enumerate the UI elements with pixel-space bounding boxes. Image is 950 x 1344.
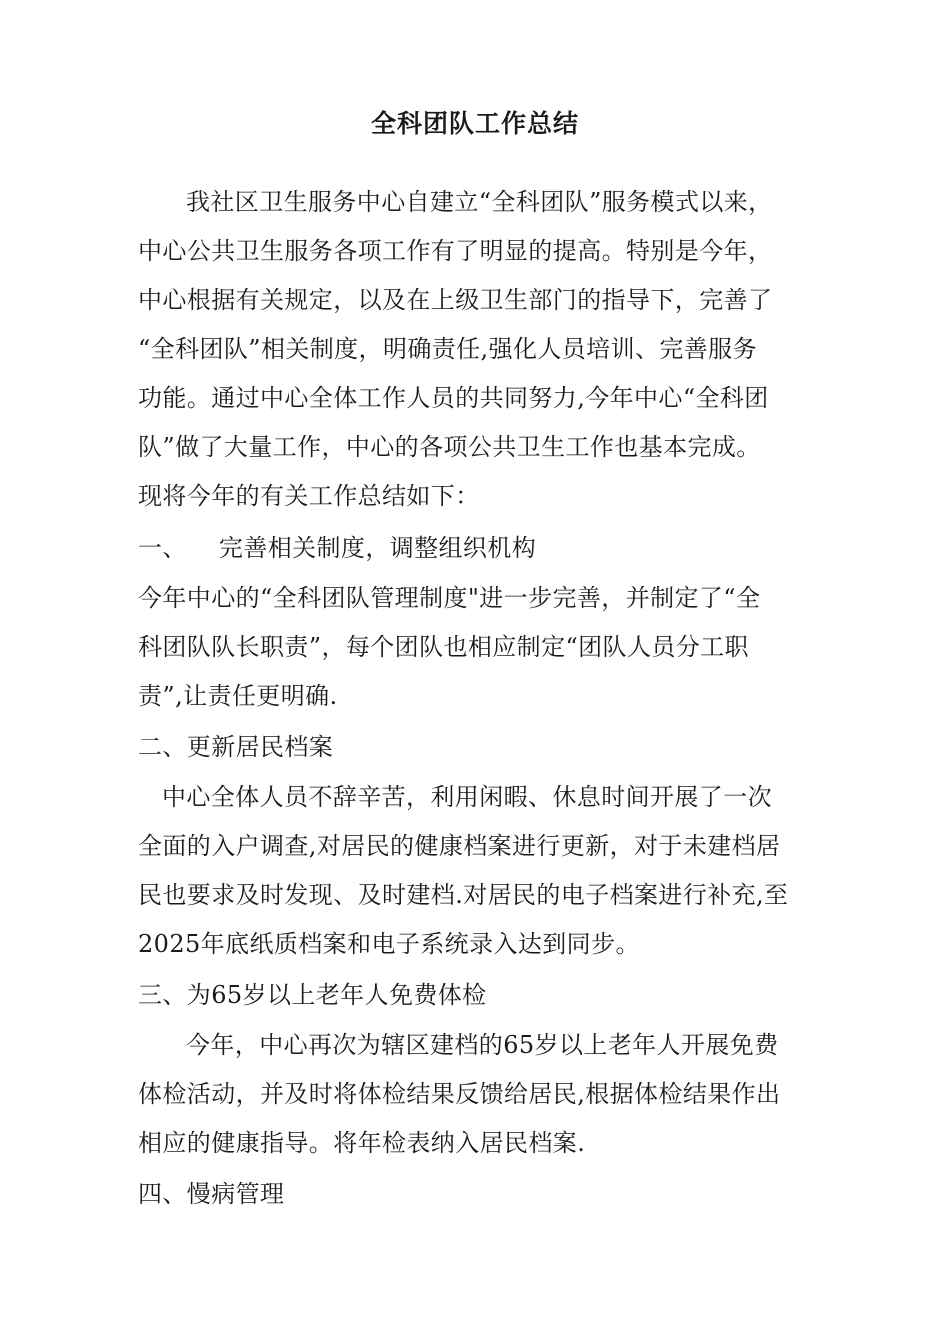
paragraph-line: 中心根据有关规定，以及在上级卫生部门的指导下，完善了 [138, 286, 773, 314]
paragraph-line: 体检活动，并及时将体检结果反馈给居民,根据体检结果作出 [138, 1080, 781, 1108]
paragraph-line: 全面的入户调查,对居民的健康档案进行更新，对于未建档居 [138, 832, 781, 860]
section-heading-1: 一、 完善相关制度，调整组织机构 [138, 534, 537, 562]
paragraph-line: 中心全体人员不辞辛苦，利用闲暇、休息时间开展了一次 [162, 783, 772, 811]
document-title: 全科团队工作总结 [370, 109, 579, 138]
paragraph-line: 现将今年的有关工作总结如下： [138, 482, 480, 510]
paragraph-line: 相应的健康指导。将年检表纳入居民档案. [138, 1129, 586, 1157]
section-heading-2: 二、更新居民档案 [138, 733, 334, 761]
paragraph-line: 功能。通过中心全体工作人员的共同努力,今年中心“全科团 [138, 384, 769, 412]
paragraph-line: 中心公共卫生服务各项工作有了明显的提高。特别是今年， [138, 237, 773, 265]
paragraph-line: 队”做了大量工作，中心的各项公共卫生工作也基本完成。 [138, 433, 761, 461]
section-heading-4: 四、慢病管理 [138, 1180, 285, 1208]
paragraph-line: 科团队队长职责”，每个团队也相应制定“团队人员分工职 [138, 633, 749, 661]
section-heading-3: 三、为65岁以上老年人免费体检 [138, 981, 487, 1009]
paragraph-line: 今年，中心再次为辖区建档的65岁以上老年人开展免费 [186, 1031, 779, 1059]
paragraph-line: 民也要求及时发现、及时建档.对居民的电子档案进行补充,至 [138, 881, 789, 909]
paragraph-line: 我社区卫生服务中心自建立“全科团队”服务模式以来， [186, 188, 773, 216]
paragraph-line: 今年中心的“全科团队管理制度"进一步完善，并制定了“全 [138, 584, 761, 612]
paragraph-line: 责”,让责任更明确. [138, 682, 338, 710]
paragraph-line: 2025年底纸质档案和电子系统录入达到同步。 [138, 930, 640, 958]
paragraph-line: “全科团队”相关制度，明确责任,强化人员培训、完善服务 [138, 335, 757, 363]
